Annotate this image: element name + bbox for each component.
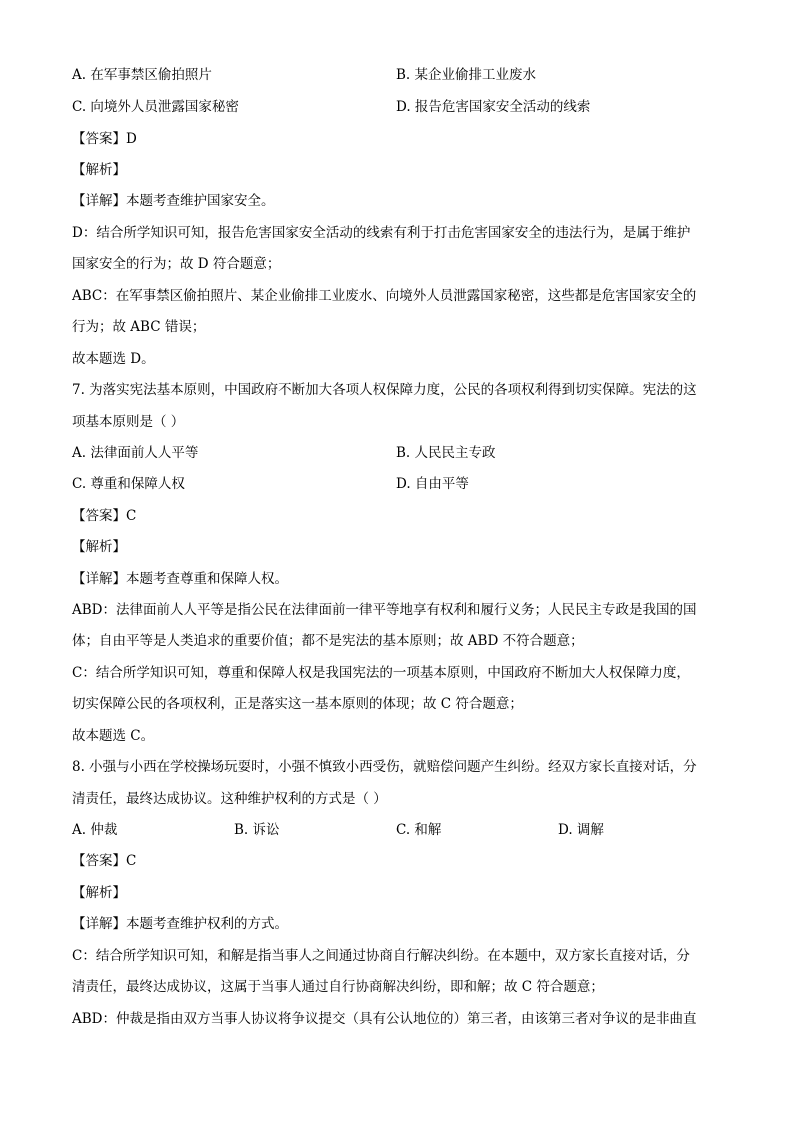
q8-detail: 【详解】本题考查维护权利的方式。 xyxy=(72,916,288,932)
q6-option-c: C. 向境外人员泄露国家秘密 xyxy=(72,99,239,115)
q7-explanation-line: 体；自由平等是人类追求的重要价值；都不是宪法的基本原则；故 ABD 不符合题意； xyxy=(72,633,584,649)
q8-stem-line: 8. 小强与小西在学校操场玩耍时，小强不慎致小西受伤，就赔偿问题产生纠纷。经双方家长直接对话，分 xyxy=(72,759,697,775)
q7-explanation-line: 切实保障公民的各项权利，正是落实这一基本原则的体现；故 C 符合题意； xyxy=(72,696,523,712)
q8-option-c: C. 和解 xyxy=(396,822,442,838)
q7-explanation-line: C：结合所学知识可知，尊重和保障人权是我国宪法的一项基本原则，中国政府不断加大人权保障力度， xyxy=(72,665,690,681)
q8-explanation-line: ABD：仲裁是指由双方当事人协议将争议提交（具有公认地位的）第三者，由该第三者对争议的是非曲直 xyxy=(72,1011,697,1027)
q8-explanation-line: C：结合所学知识可知，和解是指当事人之间通过协商自行解决纠纷。在本题中，双方家长直接对话，分 xyxy=(72,948,690,964)
q7-answer: 【答案】C xyxy=(72,508,137,524)
q7-option-b: B. 人民民主专政 xyxy=(396,445,496,461)
q6-explanation-line: D：结合所学知识可知，报告危害国家安全活动的线索有利于打击危害国家安全的违法行为，是属于维护 xyxy=(72,225,691,241)
q6-analysis-heading: 【解析】 xyxy=(72,162,126,178)
q8-option-b: B. 诉讼 xyxy=(234,822,280,838)
q8-option-a: A. 仲裁 xyxy=(72,822,118,838)
q7-detail: 【详解】本题考查尊重和保障人权。 xyxy=(72,571,288,587)
q6-option-d: D. 报告危害国家安全活动的线索 xyxy=(396,99,591,115)
q7-stem-line: 7. 为落实宪法基本原则，中国政府不断加大各项人权保障力度，公民的各项权利得到切实保障。宪法的这 xyxy=(72,382,697,398)
q6-explanation-line: 国家安全的行为；故 D 符合题意； xyxy=(72,256,281,272)
q7-analysis-heading: 【解析】 xyxy=(72,539,126,555)
q6-option-b: B. 某企业偷排工业废水 xyxy=(396,67,537,83)
q8-stem-line: 清责任，最终达成协议。这种维护权利的方式是（ ） xyxy=(72,791,387,807)
q7-option-a: A. 法律面前人人平等 xyxy=(72,445,199,461)
q8-explanation-line: 清责任，最终达成协议，这属于当事人通过自行协商解决纠纷，即和解；故 C 符合题意； xyxy=(72,979,604,995)
q7-explanation-line: ABD：法律面前人人平等是指公民在法律面前一律平等地享有权利和履行义务；人民民主专政是我国的国 xyxy=(72,602,697,618)
q6-conclusion: 故本题选 D。 xyxy=(72,351,155,367)
q8-analysis-heading: 【解析】 xyxy=(72,885,126,901)
q6-detail: 【详解】本题考查维护国家安全。 xyxy=(72,193,275,209)
q7-conclusion: 故本题选 C。 xyxy=(72,728,155,744)
q7-option-d: D. 自由平等 xyxy=(396,476,469,492)
q7-option-c: C. 尊重和保障人权 xyxy=(72,476,185,492)
q8-answer: 【答案】C xyxy=(72,853,137,869)
q6-explanation-line: 行为；故 ABC 错误； xyxy=(72,319,206,335)
q8-option-d: D. 调解 xyxy=(558,822,604,838)
q6-option-a: A. 在军事禁区偷拍照片 xyxy=(72,67,212,83)
q6-explanation-line: ABC：在军事禁区偷拍照片、某企业偷排工业废水、向境外人员泄露国家秘密，这些都是危害国家安全的 xyxy=(72,288,697,304)
q6-answer: 【答案】D xyxy=(72,131,137,147)
q7-stem-line: 项基本原则是（ ） xyxy=(72,414,185,430)
